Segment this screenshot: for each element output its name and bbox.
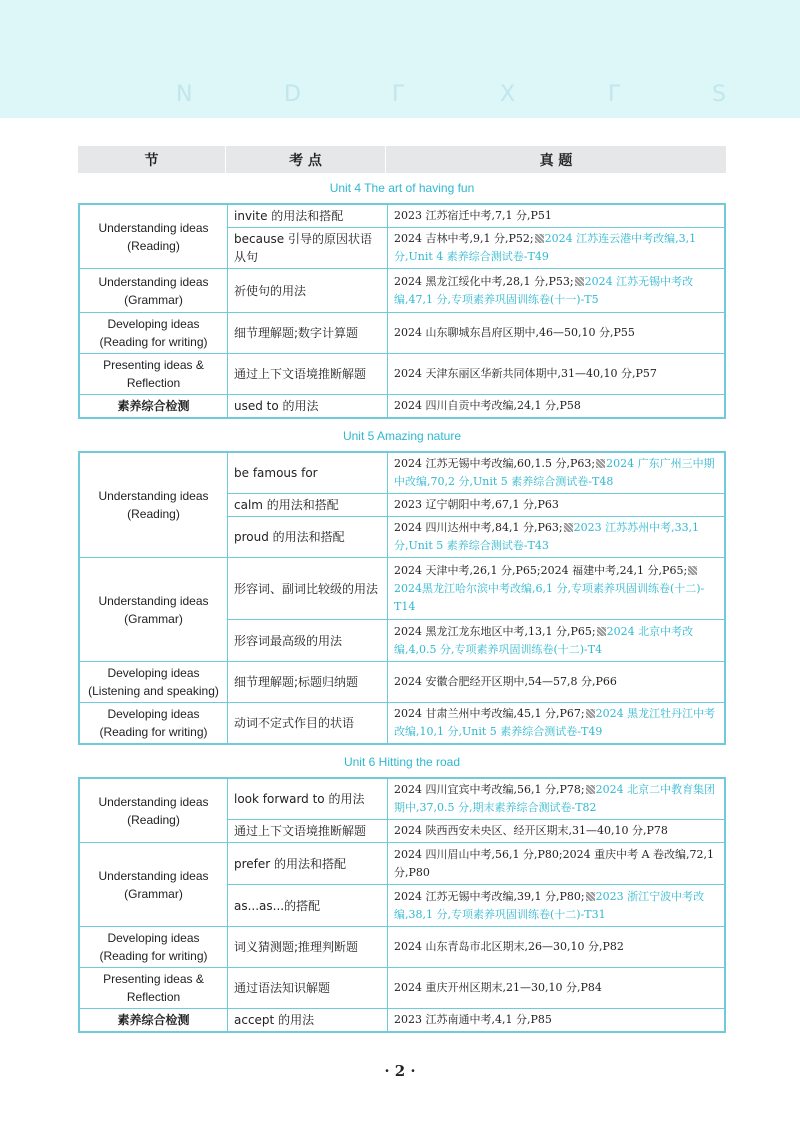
header-point: 考 点 [226,146,386,173]
exam-text: 2024 吉林中考,9,1 分,P52; [394,232,534,245]
exam-text: 2024 四川达州中考,84,1 分,P63; [394,521,563,534]
section-cell: Understanding ideas (Grammar) [79,269,228,313]
exam-cell: 2024 安徽合肥经开区期中,54—57,8 分,P66 [388,662,726,703]
table-row [79,662,725,703]
unit-table [78,451,726,745]
point-cell: used to 的用法 [228,395,388,419]
section-cell: Understanding ideas (Reading) [79,778,228,843]
point-cell: 细节理解题;标题归纳题 [228,662,388,703]
exam-cell: 2024 四川眉山中考,56,1 分,P80;2024 重庆中考 A 卷改编,72,1 分,P80 [388,843,726,885]
exam-highlight: 2024 江苏无锡中考改编,47,1 分,专项素养巩固训练卷(十一)-T5 [394,274,694,306]
qr-icon [596,459,605,468]
unit-table [78,203,726,419]
point-cell: because 引导的原因状语从句 [228,228,388,269]
exam-cell: 2024 山东聊城东昌府区期中,46—50,10 分,P55 [388,313,726,354]
banner-letter: S [712,82,728,107]
exam-cell: 2024 陕西西安未央区、经开区期末,31—40,10 分,P78 [388,820,726,843]
point-cell: accept 的用法 [228,1009,388,1033]
exam-cell: 2024 四川自贡中考改编,24,1 分,P58 [388,395,726,419]
point-cell: as...as...的搭配 [228,885,388,927]
table-row [79,1009,725,1033]
exam-highlight: 2024 江苏连云港中考改编,3,1 分,Unit 4 素养综合测试卷-T49 [394,232,697,263]
point-cell: invite 的用法和搭配 [228,204,388,228]
banner-letter: X [500,82,518,107]
exam-text: 2024 四川宜宾中考改编,56,1 分,P78; [394,783,585,796]
exam-cell [388,620,726,662]
point-cell: 词义猜测题;推理判断题 [228,927,388,968]
section-cell: 素养综合检测 [79,1009,228,1033]
section-cell: Developing ideas (Reading for writing) [79,927,228,968]
unit-title: Unit 5 Amazing nature [342,429,462,443]
table-row [79,354,725,395]
point-cell: 形容词最高级的用法 [228,620,388,662]
exam-highlight: 2023 江苏苏州中考,33,1 分,Unit 5 素养综合测试卷-T43 [394,521,700,552]
point-cell: 形容词、副词比较级的用法 [228,558,388,620]
qr-icon [535,234,544,243]
table-row [79,558,725,620]
exam-text: 2024 江苏无锡中考改编,60,1.5 分,P63; [394,457,596,470]
exam-highlight: 2024 北京二中教育集团期中,37,0.5 分,期末素养综合测试卷-T82 [394,783,716,814]
point-cell: look forward to 的用法 [228,778,388,820]
section-cell: Presenting ideas & Reflection [79,968,228,1009]
exam-cell [388,204,726,228]
table-row [79,313,725,354]
point-cell: 祈使句的用法 [228,269,388,313]
exam-cell [388,517,726,558]
section-cell: 素养综合检测 [79,395,228,419]
exam-cell [388,228,726,269]
exam-text: 2024 黑龙江绥化中考,28,1 分,P53; [394,274,574,288]
banner-letter: N [176,82,195,107]
table-row [79,269,725,313]
qr-icon [586,892,595,901]
exam-cell [388,778,726,820]
exam-cell: 2024 天津东丽区华新共同体期中,31—40,10 分,P57 [388,354,726,395]
header-banner [0,0,800,118]
table-row [79,843,725,885]
exam-highlight: 2024 广东广州三中期中改编,70,2 分,Unit 5 素养综合测试卷-T48 [394,457,715,488]
point-cell: 通过语法知识解题 [228,968,388,1009]
section-cell: Understanding ideas (Grammar) [79,558,228,662]
exam-text: 2024 黑龙江龙东地区中考,13,1 分,P65; [394,624,596,638]
page-number: · 2 · [384,1062,416,1080]
qr-icon [586,709,595,718]
table-header [78,146,726,173]
exam-text: 2024 天津中考,26,1 分,P65;2024 福建中考,24,1 分,P65; [394,563,688,577]
point-cell: 通过上下文语境推断解题 [228,820,388,843]
point-cell: 动词不定式作目的状语 [228,703,388,745]
section-cell: Developing ideas (Listening and speaking) [79,662,228,703]
section-cell: Developing ideas (Reading for writing) [79,313,228,354]
exam-highlight: 2024黑龙江哈尔滨中考改编,6,1 分,专项素养巩固训练卷(十二)-T14 [394,581,705,613]
exam-highlight: 2024 黑龙江牡丹江中考改编,10,1 分,Unit 5 素养综合测试卷-T49 [394,707,716,738]
section-cell: Understanding ideas (Grammar) [79,843,228,927]
unit-table [78,777,726,1033]
exam-highlight: 2023 浙江宁波中考改编,38,1 分,专项素养巩固训练卷(十二)-T31 [394,889,705,921]
banner-letter: Γ [392,82,407,107]
qr-icon [575,277,584,286]
point-cell: proud 的用法和搭配 [228,517,388,558]
qr-icon [688,566,697,575]
table-row [79,927,725,968]
banner-letter: Γ [608,82,623,107]
content-table-wrapper [78,146,726,1033]
exam-cell [388,558,726,620]
section-cell: Developing ideas (Reading for writing) [79,703,228,745]
point-cell: calm 的用法和搭配 [228,494,388,517]
exam-cell: 2023 江苏南通中考,4,1 分,P85 [388,1009,726,1033]
table-row [79,395,725,419]
table-row [79,452,725,494]
section-cell: Presenting ideas & Reflection [79,354,228,395]
header-section: 节 [78,146,226,173]
banner-letter: D [284,82,303,107]
table-row [79,778,725,820]
point-cell: prefer 的用法和搭配 [228,843,388,885]
table-row [79,968,725,1009]
unit-title: Unit 6 Hitting the road [343,755,461,769]
exam-cell [388,885,726,927]
point-cell: 通过上下文语境推断解题 [228,354,388,395]
section-cell: Understanding ideas (Reading) [79,452,228,558]
exam-cell [388,703,726,745]
table-row [79,703,725,745]
exam-highlight: 2024 北京中考改编,4,0.5 分,专项素养巩固训练卷(十二)-T4 [394,624,694,656]
exam-cell: 2023 辽宁朝阳中考,67,1 分,P63 [388,494,726,517]
table-row [79,204,725,228]
qr-icon [597,627,606,636]
point-cell: 细节理解题;数字计算题 [228,313,388,354]
qr-icon [564,523,573,532]
header-exam: 真 题 [539,152,573,169]
exam-text: 2023 江苏宿迁中考,7,1 分,P51 [394,209,552,222]
exam-cell [388,452,726,494]
exam-cell: 2024 重庆开州区期末,21—30,10 分,P84 [388,968,726,1009]
unit-title: Unit 4 The art of having fun [329,181,475,195]
section-cell: Understanding ideas (Reading) [79,204,228,269]
exam-cell: 2024 山东青岛市北区期末,26—30,10 分,P82 [388,927,726,968]
point-cell: be famous for [228,452,388,494]
exam-text: 2024 甘肃兰州中考改编,45,1 分,P67; [394,707,585,720]
exam-text: 2024 江苏无锡中考改编,39,1 分,P80; [394,889,585,903]
exam-cell [388,269,726,313]
qr-icon [586,785,595,794]
